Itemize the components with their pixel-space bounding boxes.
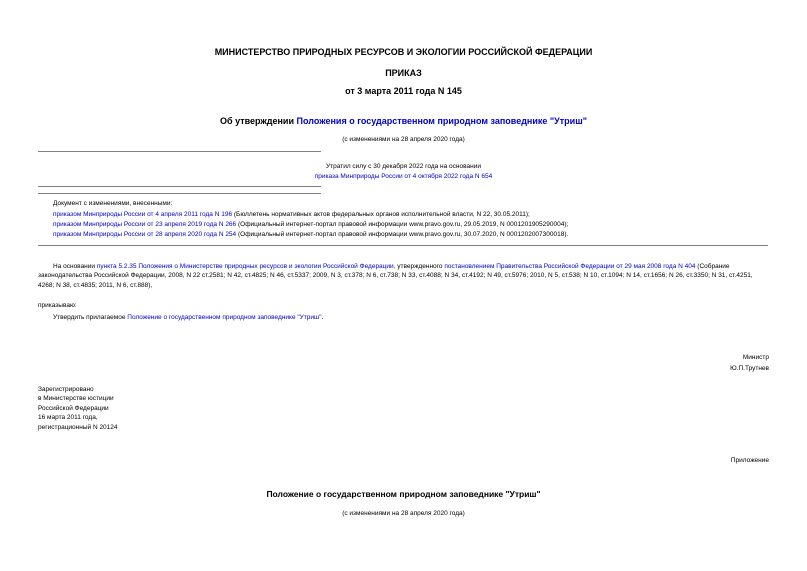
basis-mid: , утвержденного	[393, 263, 445, 270]
basis-pre: На основании	[53, 263, 97, 270]
change-link[interactable]: приказом Минприроды России от 23 апреля 2019 года N 266	[53, 221, 237, 229]
amended-note: (с изменениями на 28 апреля 2020 года)	[342, 136, 465, 143]
basis-link-regulation[interactable]: пункта 5.2.35 Положения о Министерстве природных ресурсов и экологии Российской Федерации	[96, 263, 394, 270]
expired-text: Утратил силу с 30 декабря 2022 года на основании	[326, 163, 481, 170]
change-details: (Официальный интернет-портал правовой информации www.pravo.gov.ru, 29.05.2019, N 0001201905290004);	[236, 221, 569, 229]
basis-link-resolution[interactable]: постановлением Правительства Российской Федерации от 29 мая 2008 года N 404	[444, 263, 696, 270]
change-details: (Официальный интернет-портал правовой информации www.pravo.gov.ru, 30.07.2020, N 0001202007300018).	[236, 231, 569, 239]
change-link[interactable]: приказом Минприроды России от 4 апреля 2011 года N 196	[53, 211, 233, 218]
expired-link[interactable]: приказа Минприроды России от 4 октября 2022 года N 654	[314, 173, 493, 180]
order-word: приказываю:	[38, 302, 77, 309]
approve-line	[53, 314, 323, 322]
registration-line: 16 марта 2011 года,	[38, 414, 98, 422]
list-item	[53, 221, 773, 229]
approve-post: .	[321, 314, 324, 321]
appendix-amended: (с изменениями на 28 апреля 2020 года)	[342, 510, 465, 517]
divider-line	[38, 151, 321, 152]
divider-line	[38, 186, 321, 187]
appendix-title: Положение о государственном природном заповеднике "Утриш"	[266, 489, 541, 499]
change-link[interactable]: приказом Минприроды России от 28 апреля 2020 года N 254	[53, 231, 237, 239]
basis-rest: (Собрание законодательства Российской Федерации, 2008, N 22 ст.2581; N 42, ст.4825; N 46, ст.5337; 2009, N 3, ст.378; N 6, ст.738; N 33, ст.4088; N 34, ст.4192; N 49, ст.5976; 2010, N 5, ст.538; N 10, ст.1094; N 14, ст.1656; N 26, ст.3350; N 31, ст.4251, 4268; N 38, ст.4835; 2011, N 6, ст.888),	[38, 263, 753, 289]
title-link[interactable]: Положения о государственном природном заповеднике "Утриш"	[296, 116, 587, 126]
registration-line: Зарегистрировано	[38, 386, 94, 393]
registration-line: Российской Федерации	[38, 404, 109, 412]
list-item	[53, 211, 773, 219]
appendix-label: Приложение	[730, 457, 769, 464]
registration-line: регистрационный N 20124	[38, 423, 118, 431]
changes-intro: Документ с изменениями, внесенными:	[53, 200, 173, 207]
registration-block	[38, 385, 118, 432]
ministry-heading: МИНИСТЕРСТВО ПРИРОДНЫХ РЕСУРСОВ И ЭКОЛОГИИ РОССИЙСКОЙ ФЕДЕРАЦИИ	[214, 47, 593, 57]
basis-paragraph	[38, 262, 770, 290]
expired-link-row	[0, 173, 807, 181]
registration-line: в Министерстве юстиции	[38, 395, 114, 403]
approve-pre: Утвердить прилагаемое	[53, 314, 128, 321]
changes-list	[53, 211, 773, 240]
change-details: (Бюллетень нормативных актов федеральных органов исполнительной власти, N 22, 30.05.2011);	[232, 211, 530, 218]
approve-link[interactable]: Положение о государственном природном заповеднике "Утриш"	[127, 314, 322, 321]
signature-role: Министр	[742, 354, 769, 361]
divider-line	[38, 193, 321, 194]
document-title	[0, 116, 807, 128]
doc-type-heading: ПРИКАЗ	[385, 68, 422, 78]
signature-name: Ю.П.Трутнев	[730, 365, 769, 372]
divider-line	[38, 245, 768, 246]
title-prefix: Об утверждении	[220, 116, 297, 126]
date-number-heading: от 3 марта 2011 года N 145	[345, 86, 462, 96]
list-item	[53, 231, 773, 239]
